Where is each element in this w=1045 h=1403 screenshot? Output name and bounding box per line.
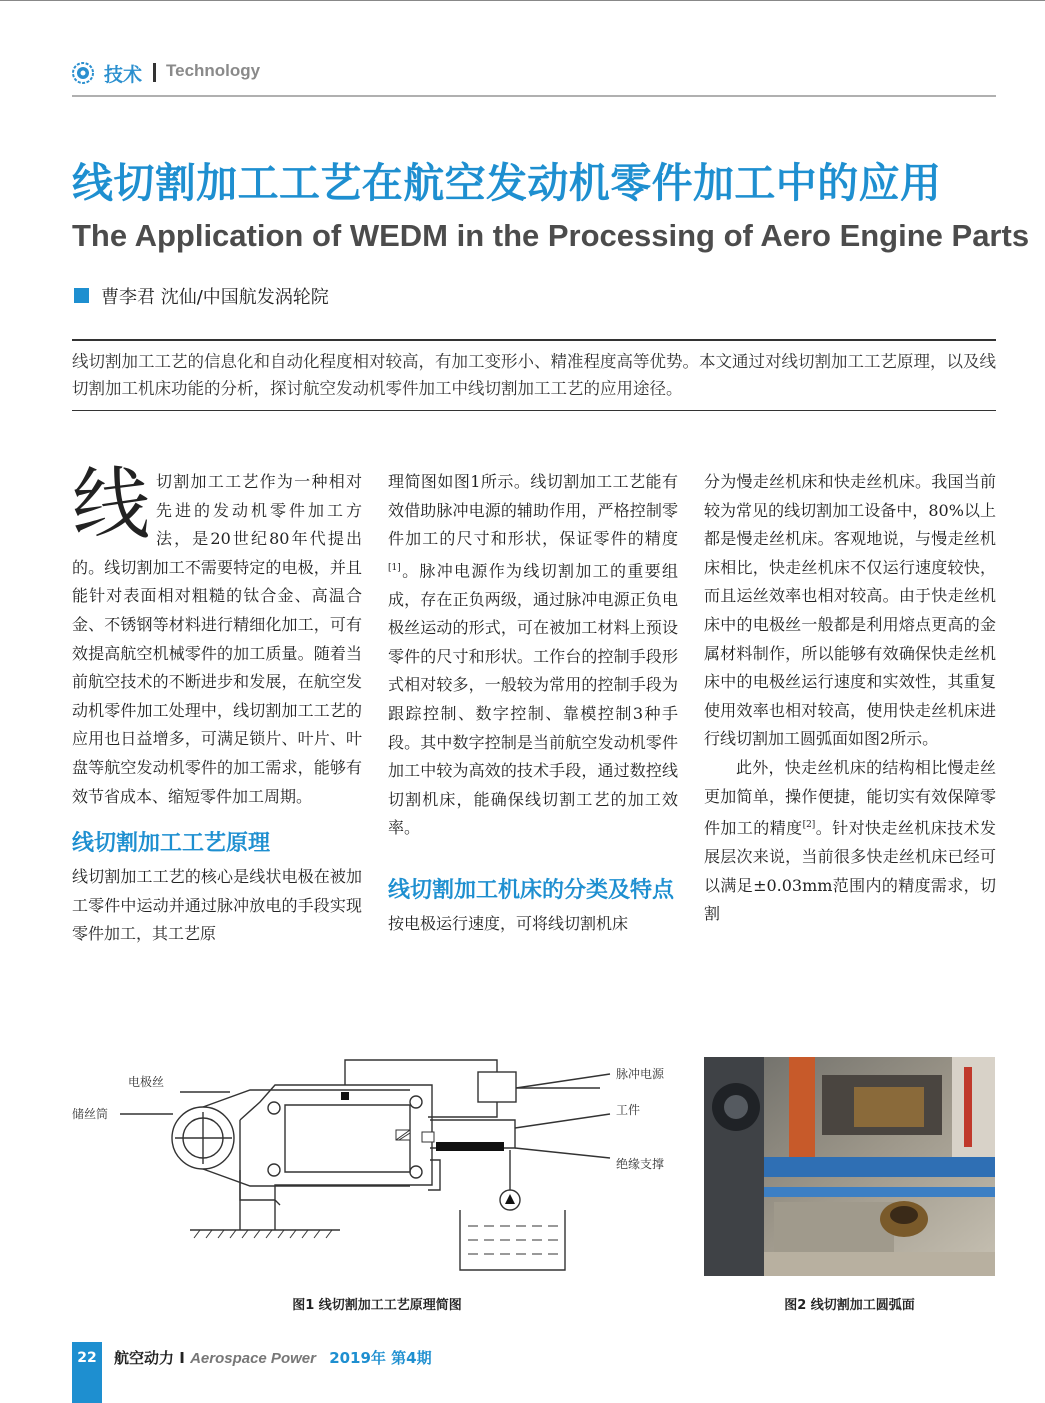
section-label-en: Technology [166,61,261,80]
article-title-en: The Application of WEDM in the Processing of Aero Engine Parts [72,218,1030,253]
label-wire-drum: 储丝筒 [72,1107,109,1121]
paragraph: 。脉冲电源作为线切割加工的重要组成，存在正负两级，通过脉冲电源正负电极丝运动的形式，可在被加工材料上预设零件的尺寸和形状。工作台的控制手段形式相对较多，一般较为常用的控制手段为跟踪控制、数字控制、靠模控制3种手段。其中数字控制是当前航空发动机零件加工中较为高效的技术手段，通过数控线切割机床，能确保线切割工艺的加工效率。 [388,561,678,838]
wedm-schematic-diagram [70,1050,680,1290]
section-divider [153,63,156,82]
paragraph: 按电极运行速度，可将线切割机床 [388,914,629,934]
journal-name-en: Aerospace Power [190,1350,316,1367]
section-label-zh: 技术 [104,64,143,86]
article-title-zh: 线切割加工工艺在航空发动机零件加工中的应用 [72,159,942,207]
paragraph: 线切割加工工艺的核心是线状电极在被加工零件中运动并通过脉冲放电的手段实现零件加工，其工艺原 [72,867,362,944]
machining-photo [704,1057,995,1276]
label-pulse-power: 脉冲电源 [616,1067,665,1081]
section-heading: 线切割加工机床的分类及特点 [388,878,675,904]
header-rule [72,95,996,97]
citation: [1] [388,562,401,573]
paragraph: 切割加工工艺作为一种相对先进的发动机零件加工方法，是20世纪80年代提出的。线切割加工不需要特定的电极，并且能针对表面相对粗糙的钛合金、高温合金、不锈钢等材料进行精细化加工，可有效提高航空机械零件的加工质量。随着当前航空技术的不断进步和发展，在航空发动机零件加工处理中，线切割加工工艺的应用也日益增多，可满足锁片、叶片、叶盘等航空发动机零件的加工需求，能够有效节省成本、缩短零件加工周期。 [72,472,362,806]
top-border [0,0,1045,1]
paragraph: 理简图如图1所示。线切割加工工艺能有效借助脉冲电源的辅助作用，严格控制零件加工的尺寸和形状，保证零件的精度 [388,472,678,549]
page-number: 22 [77,1350,97,1366]
drop-cap: 线 [72,460,151,550]
author-marker [74,288,89,303]
paragraph: 此外，快走丝机床的结构相比慢走丝更加简单，操作便捷，能切实有效保障零件加工的精度 [704,757,996,838]
paragraph: 。针对快走丝机床技术发展层次来说，当前很多快走丝机床已经可以满足±0.03mm范围内的精度需求，切割 [704,818,996,924]
journal-footer: 航空动力 I Aerospace Power 2019年 第4期 [114,1349,432,1367]
abstract: 线切割加工工艺的信息化和自动化程度相对较高，有加工变形小、精准程度高等优势。本文通过对线切割加工工艺原理，以及线切割加工机床功能的分析，探讨航空发动机零件加工中线切割加工工艺的应用途径。 [72,352,996,398]
body-column-1 [72,460,362,949]
body-column-2 [388,468,678,939]
figure-2-caption: 图2 线切割加工圆弧面 [784,1298,915,1313]
abstract-top-rule [72,339,996,341]
abstract-bottom-rule [72,410,996,411]
body-column-3 [704,468,996,929]
label-insulating-support: 绝缘支撑 [616,1157,665,1171]
journal-name-zh: 航空动力 [114,1349,175,1367]
figure-1-caption: 图1 线切割加工工艺原理简图 [292,1298,462,1313]
authors: 曹李君 沈仙/中国航发涡轮院 [101,287,329,308]
section-logo-icon [72,62,94,84]
label-workpiece: 工件 [616,1103,641,1117]
journal-issue: 2019年 第4期 [329,1349,432,1367]
label-electrode-wire: 电极丝 [128,1075,165,1089]
paragraph: 分为慢走丝机床和快走丝机床。我国当前较为常见的线切割加工设备中，80%以上都是慢走丝机床。客观地说，与慢走丝机床相比，快走丝机床不仅运行速度较快，而且运丝效率也相对较高。由于快走丝机床中的电极丝一般都是利用熔点更高的金属材料制作，所以能够有效确保快走丝机床中的电极丝运行速度和实效性，其重复使用效率也相对较高，使用快走丝机床进行线切割加工圆弧面如图2所示。 [704,472,996,749]
section-heading: 线切割加工工艺原理 [72,831,271,857]
citation: [2] [802,820,816,831]
